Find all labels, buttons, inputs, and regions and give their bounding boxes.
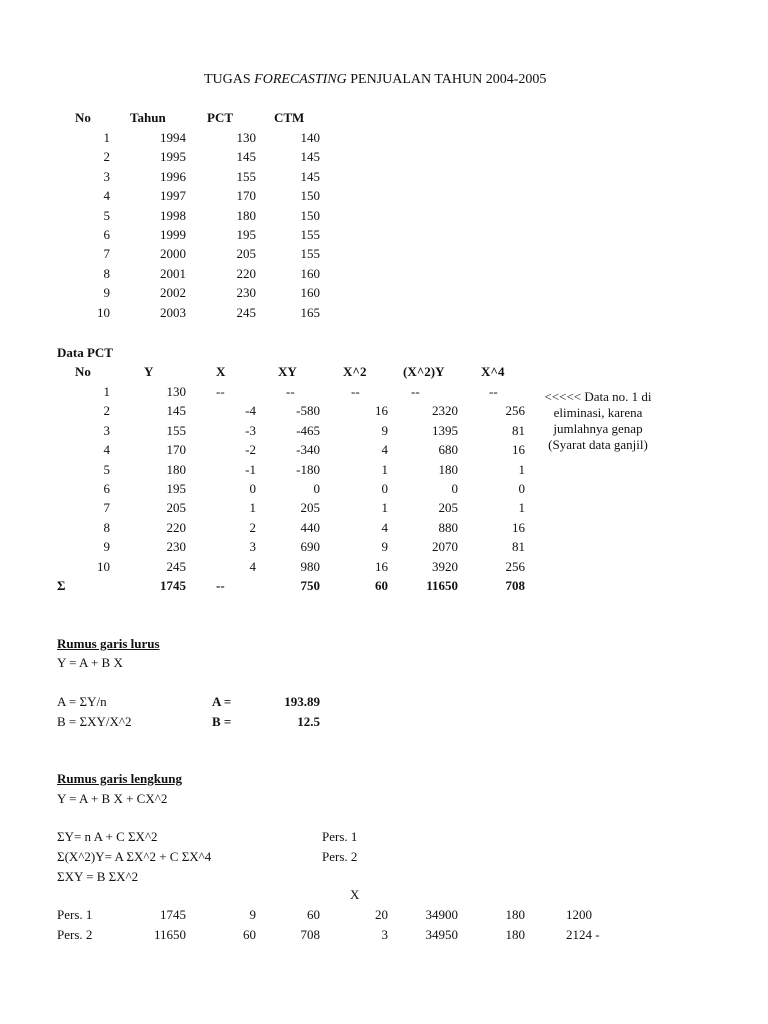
table2-x2y-cell: 880	[438, 519, 458, 535]
table2-x4-cell: 81	[512, 422, 525, 438]
table2-no-cell: 6	[103, 481, 110, 496]
table1-ctm-cell: 150	[300, 188, 320, 204]
table1-no-cell: 3	[103, 168, 110, 184]
table2-xy-cell: -580	[296, 403, 320, 419]
table1-tahun-cell: 1998	[160, 207, 186, 223]
table1-tahun-cell: 1997	[160, 188, 186, 204]
table1-no-cell: 4	[103, 188, 110, 204]
table2-x2-cell: 9	[381, 422, 388, 438]
table2-x2-cell: 16	[375, 558, 388, 574]
table1-ctm-cell: 155	[300, 227, 320, 242]
table2-x4-cell: 81	[512, 539, 525, 555]
table2-x2y-cell: 2070	[432, 539, 458, 555]
a-label: A =	[212, 694, 232, 709]
sum-x-cell: --	[216, 578, 225, 593]
table2-xy-cell: 0	[313, 481, 320, 496]
a-value: 193.89	[284, 694, 320, 709]
table2-xy-cell: -340	[296, 442, 320, 458]
pers-row-value: 9	[249, 907, 256, 922]
table2-xy-cell: 690	[300, 539, 320, 555]
table2-x4-cell: 256	[505, 403, 525, 419]
table2-header-xy: XY	[278, 364, 297, 379]
table1-pct-cell: 155	[236, 168, 256, 184]
a-formula: A = ΣY/n	[57, 694, 107, 709]
table2-x4-cell: 16	[512, 442, 525, 458]
table2-header-x2y: (X^2)Y	[403, 364, 445, 379]
table2-x-cell: 4	[249, 558, 256, 574]
pers-row-value: 11650	[153, 927, 186, 942]
equation-3: ΣXY = B ΣX^2	[57, 869, 139, 884]
table1-ctm-cell: 150	[300, 207, 320, 223]
curve-heading: Rumus garis lengkung	[57, 771, 182, 786]
pers-row-value: 1200	[566, 907, 592, 922]
table1-tahun-cell: 1995	[160, 149, 186, 165]
table2-no-cell: 4	[103, 442, 110, 458]
table2-x4-cell: 16	[512, 519, 525, 535]
table2-x2-cell: 0	[381, 481, 388, 496]
equation-1-label: Pers. 1	[322, 829, 358, 844]
table1-pct-cell: 220	[236, 265, 256, 281]
table1-no-cell: 9	[103, 285, 110, 301]
table1-header-tahun: Tahun	[130, 110, 166, 125]
table2-y-cell: 245	[166, 558, 186, 574]
pers-row-value: 3	[381, 927, 388, 942]
title-text-italic: FORECASTING	[254, 72, 347, 87]
table2-x-cell: 0	[249, 481, 256, 496]
sum-xy-cell: 750	[300, 578, 320, 593]
table2-y-cell: 220	[166, 519, 186, 535]
table1-tahun-cell: 2003	[160, 304, 186, 320]
table2-x4-cell: 1	[518, 461, 525, 477]
table2-header-no: No	[75, 364, 91, 379]
table2-y-cell: 130	[166, 384, 186, 399]
sum-x4-cell: 708	[505, 578, 525, 593]
sum-x2-cell: 60	[375, 578, 388, 593]
table1-no-cell: 7	[103, 246, 110, 262]
table2-x2-cell: 4	[381, 519, 388, 535]
table2-x2y-cell: --	[411, 384, 420, 399]
pers-row-value: 1745	[160, 907, 186, 922]
table2-x4-cell: --	[489, 384, 498, 399]
table2-header-x4: X^4	[481, 364, 505, 379]
pers-row-value: 60	[243, 927, 256, 942]
table2-header-x2: X^2	[343, 364, 367, 379]
pers-row-label: Pers. 1	[57, 907, 93, 922]
table2-y-cell: 195	[166, 481, 186, 496]
table1-no-cell: 6	[103, 227, 110, 242]
table2-x4-cell: 256	[505, 558, 525, 574]
table2-y-cell: 180	[166, 461, 186, 477]
pers-row-value: 20	[375, 907, 388, 922]
table1-no-cell: 10	[97, 304, 110, 320]
table2-x-cell: -4	[245, 403, 256, 419]
table2-no-cell: 10	[97, 558, 110, 574]
pers-row-value: 60	[307, 907, 320, 922]
table2-xy-cell: --	[286, 384, 295, 399]
table2-x4-cell: 0	[518, 481, 525, 496]
table2-x2y-cell: 205	[438, 500, 458, 516]
table2-x-cell: -3	[245, 422, 256, 438]
table1-no-cell: 8	[103, 265, 110, 281]
table2-xy-cell: 205	[300, 500, 320, 516]
table1-pct-cell: 205	[236, 246, 256, 262]
table2-xy-cell: 440	[300, 519, 320, 535]
title-text-1: TUGAS	[204, 72, 255, 87]
table1-no-cell: 5	[103, 207, 110, 223]
table2-no-cell: 2	[103, 403, 110, 419]
table1-ctm-cell: 145	[300, 168, 320, 184]
table2-y-cell: 205	[166, 500, 186, 516]
straight-line-formula: Y = A + B X	[57, 655, 123, 670]
table1-pct-cell: 195	[236, 227, 256, 242]
curve-formula: Y = A + B X + CX^2	[57, 791, 168, 806]
table2-y-cell: 145	[166, 403, 186, 419]
table1-pct-cell: 245	[236, 304, 256, 320]
table1-ctm-cell: 160	[300, 265, 320, 281]
table1-ctm-cell: 140	[300, 130, 320, 145]
table2-y-cell: 230	[166, 539, 186, 555]
table1-no-cell: 1	[103, 130, 110, 145]
b-value: 12.5	[297, 714, 320, 729]
table1-header-pct: PCT	[207, 110, 233, 125]
table2-x2y-cell: 0	[451, 481, 458, 496]
table2-x4-cell: 1	[518, 500, 525, 516]
table2-header-x: X	[216, 364, 226, 379]
table1-pct-cell: 130	[236, 130, 256, 145]
table2-x2-cell: 1	[381, 461, 388, 477]
table1-tahun-cell: 2002	[160, 285, 186, 301]
table2-x2y-cell: 2320	[432, 403, 458, 419]
table2-x2-cell: --	[351, 384, 360, 399]
table2-x2-cell: 9	[381, 539, 388, 555]
table2-x2y-cell: 680	[438, 442, 458, 458]
table2-x2-cell: 16	[375, 403, 388, 419]
table1-header-ctm: CTM	[274, 110, 305, 125]
table1-pct-cell: 170	[236, 188, 256, 204]
pers-row-value: 34950	[425, 927, 458, 942]
table1-ctm-cell: 160	[300, 285, 320, 301]
table2-x-cell: -2	[245, 442, 256, 458]
table2-x-cell: -1	[245, 461, 256, 477]
table2-no-cell: 5	[103, 461, 110, 477]
table2-header-y: Y	[144, 364, 154, 379]
straight-line-heading: Rumus garis lurus	[57, 636, 160, 651]
table1-tahun-cell: 1999	[160, 227, 186, 242]
pers-row-value: 180	[505, 927, 525, 942]
table2-no-cell: 7	[103, 500, 110, 516]
table2-no-cell: 1	[103, 384, 110, 399]
table1-tahun-cell: 2000	[160, 246, 186, 262]
table2-x2-cell: 1	[381, 500, 388, 516]
table2-y-cell: 155	[166, 422, 186, 438]
table2-x2y-cell: 180	[438, 461, 458, 477]
table1-pct-cell: 230	[236, 285, 256, 301]
table1-no-cell: 2	[103, 149, 110, 165]
table1-ctm-cell: 155	[300, 246, 320, 262]
equation-1: ΣY= n A + C ΣX^2	[57, 829, 158, 844]
table1-pct-cell: 180	[236, 207, 256, 223]
table1-ctm-cell: 145	[300, 149, 320, 165]
table1-tahun-cell: 2001	[160, 265, 186, 281]
equation-2-label: Pers. 2	[322, 849, 358, 864]
table2-x2y-cell: 3920	[432, 558, 458, 574]
sum-symbol: Σ	[57, 578, 66, 593]
pers-row-value: 2124 -	[566, 927, 600, 942]
data-pct-label: Data PCT	[57, 345, 113, 360]
table2-xy-cell: -465	[296, 422, 320, 438]
b-label: B =	[212, 714, 232, 729]
table2-x-cell: 3	[249, 539, 256, 555]
table2-no-cell: 9	[103, 539, 110, 555]
sum-y-cell: 1745	[160, 578, 186, 593]
table1-pct-cell: 145	[236, 149, 256, 165]
table2-x-cell: --	[216, 384, 225, 399]
pers-row-value: 180	[505, 907, 525, 922]
table2-no-cell: 3	[103, 422, 110, 438]
table2-xy-cell: -180	[296, 461, 320, 477]
pers-row-value: 708	[300, 927, 320, 942]
table1-header-no: No	[75, 110, 91, 125]
multiply-x-label: X	[350, 887, 360, 902]
table1-ctm-cell: 165	[300, 304, 320, 320]
table1-tahun-cell: 1996	[160, 168, 186, 184]
elimination-note: <<<<< Data no. 1 di eliminasi, karena jumlahnya genap (Syarat data ganjil)	[544, 389, 652, 452]
equation-2: Σ(X^2)Y= A ΣX^2 + C ΣX^4	[57, 849, 212, 864]
table2-no-cell: 8	[103, 519, 110, 535]
title-text-2: PENJUALAN TAHUN 2004-2005	[346, 72, 547, 87]
sum-x2y-cell: 11650	[426, 578, 458, 593]
table2-x-cell: 1	[249, 500, 256, 516]
pers-row-label: Pers. 2	[57, 927, 93, 942]
table2-y-cell: 170	[166, 442, 186, 458]
table2-x2y-cell: 1395	[432, 422, 458, 438]
b-formula: B = ΣXY/X^2	[57, 714, 132, 729]
table1-tahun-cell: 1994	[160, 130, 186, 145]
table2-x-cell: 2	[249, 519, 256, 535]
table2-x2-cell: 4	[381, 442, 388, 458]
pers-row-value: 34900	[425, 907, 458, 922]
table2-xy-cell: 980	[300, 558, 320, 574]
page-title	[204, 72, 546, 88]
